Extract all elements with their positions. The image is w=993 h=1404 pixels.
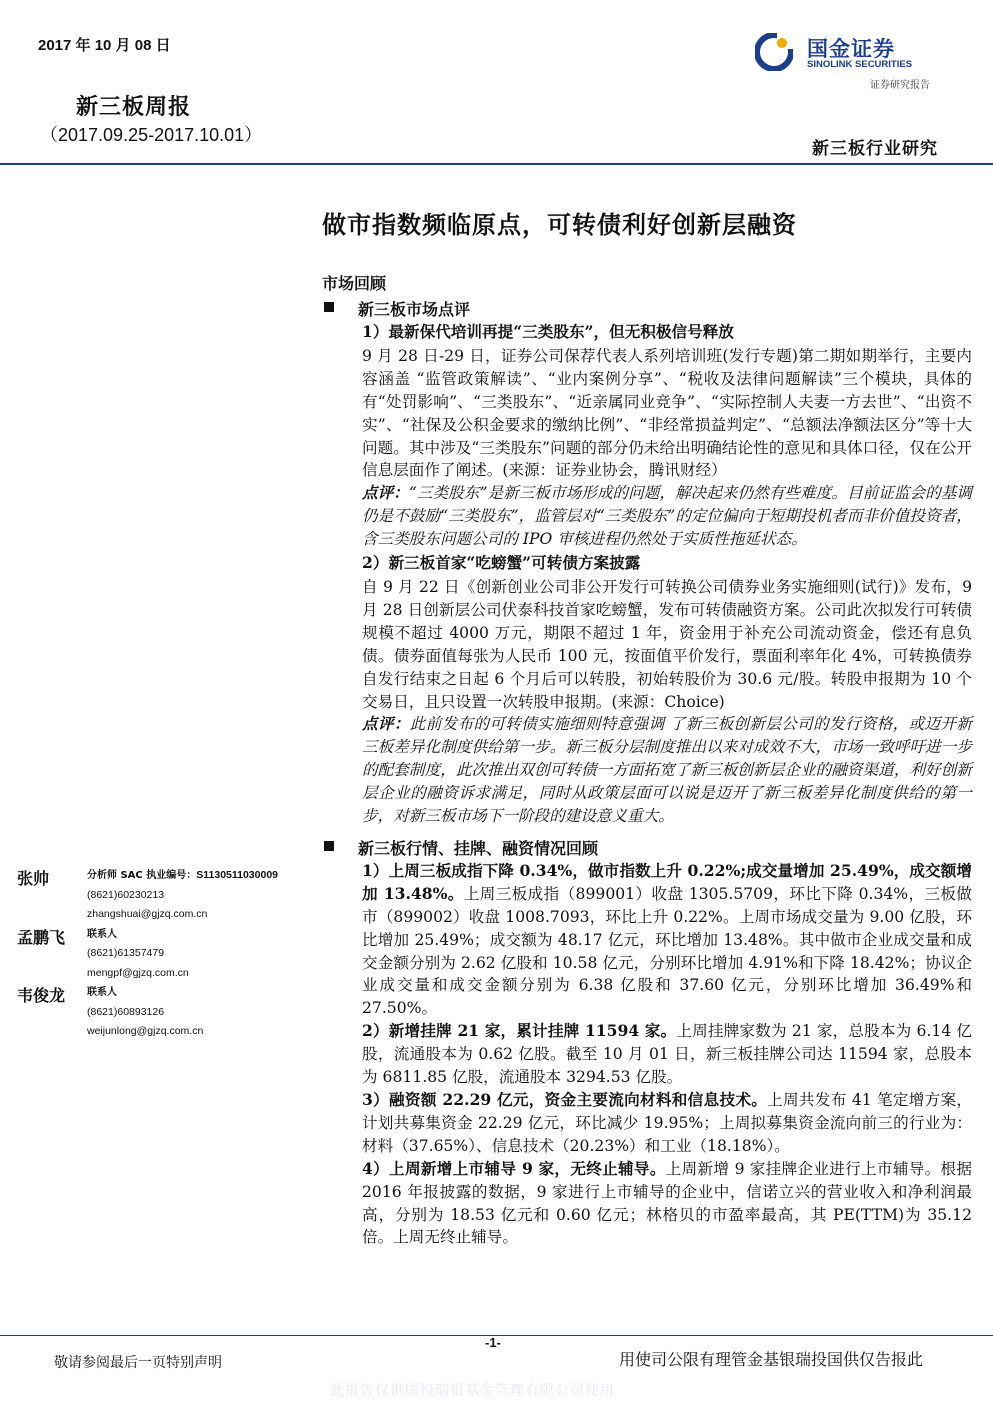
market-comment-body	[362, 321, 972, 828]
bullet-heading-market-comment	[322, 297, 974, 319]
logo-subtitle: 证券研究报告	[870, 80, 930, 91]
analyst-info	[87, 866, 307, 925]
analyst-cert	[87, 866, 307, 886]
report-period: （2017.09.25-2017.10.01）	[40, 125, 263, 145]
analyst-email[interactable]: weijunlong@gjzq.com.cn	[87, 1025, 204, 1037]
market-review-body	[362, 860, 972, 1249]
footer-disclaimer: 敬请参阅最后一页特别声明	[54, 1355, 222, 1371]
review-text-1: 上周三板成指（899001）收盘 1305.5709，环比下降 0.34%，三板做市（899002）收盘 1008.7093，环比上升 0.22%。上周市场成交量为 9.00 亿股，环比增加 25.49%；成交额为 48.17 亿元，环比增加 13.48%。其中做市企业成交量和成交金额分别为 2.62 亿股和 10.58 亿元，分别环比增加 4.91%和下降 18.42%；协议企业成交量和成交金额分别为 6.38 亿股和 37.60 亿元，分别环比增加 36.49%和 27.50%。	[362, 884, 972, 1018]
review-lead-1: 1）上周三板成指下降 0.34%，做市指数上升 0.22%;成交量增加 25.49%，成交额增加 13.48%。	[362, 860, 972, 903]
header-divider	[0, 163, 993, 165]
cert-number: S1130511030009	[196, 869, 279, 881]
page-title: 做市指数频临原点，可转债利好创新层融资	[322, 210, 797, 239]
review-text-3: 上周共发布 41 笔定增方案，计划共募集资金 22.29 亿元，环比减少 19.95%；上周拟募集资金流向前三的行业为：材料（37.65%）、信息技术（20.23%）和工业（18.18%）。	[362, 1091, 972, 1155]
logo-english-name: SINOLINK SECURITIES	[807, 59, 913, 70]
analyst-email[interactable]: mengpf@gjzq.com.cn	[87, 966, 189, 979]
review-paragraph-2	[362, 1020, 972, 1089]
item1-body: 9 月 28 日-29 日，证券公司保荐代表人系列培训班(发行专题)第二期如期举行，主要内容涵盖 “监管政策解读”、“业内案例分享”、“税收及法律问题解读”三个模块，具体的有“处罚影响”、“三类股东”、“近亲属同业竞争”、“实际控制人夫妻一方去世”、“出资不实”、“社保及公积金要求的缴纳比例”、“非经常损益判定”、“总额法净额法区分”等十大问题。其中涉及“三类股东”问题的部分仍未给出明确结论性的意见和具体口径，仅在公开信息层面作了阐述。(来源：证券业协会，腾讯财经）	[362, 346, 972, 480]
company-logo	[755, 31, 955, 93]
bullet-heading-text: 新三板市场点评	[358, 300, 471, 319]
analyst-email[interactable]: zhangshuai@gjzq.com.cn	[87, 908, 208, 920]
item2-comment	[362, 713, 972, 828]
review-lead-4: 4）上周新增上市辅导 9 家，无终止辅导。	[362, 1158, 666, 1178]
contact-label: 联系人	[87, 928, 117, 940]
analyst-name: 韦俊龙	[17, 986, 66, 1005]
comment-label: 点评：	[362, 483, 409, 503]
item1-title: 1）最新保代培训再提“三类股东”，但无积极信号释放	[362, 322, 734, 341]
item2-body: 自 9 月 22 日《创新创业公司非公开发行可转换公司债券业务实施细则(试行)》发布，9 月 28 日创新层公司伏泰科技首家吃螃蟹，发布可转债融资方案。公司此次拟发行可转债规模不超过 4000 万元，期限不超过 1 年，资金用于补充公司流动资金，偿还有息负债。债券面值每张为人民币 100 元，按面值平价发行，票面利率年化 4%，可转换债券自发行结束之日起 6 个月后可以转股，初始转股价为 30.6 元/股。转股申报期为 10 个交易日，且只设置一次转股申报期。(来源：Choice)	[362, 577, 972, 711]
contact-label: 联系人	[87, 987, 117, 998]
report-type: 新三板周报	[76, 94, 192, 120]
sinolink-logo-icon	[755, 33, 793, 71]
watermark: 此报告仅供国投瑞银基金管理有限公司使用	[330, 1383, 615, 1399]
logo-chinese-name: 国金证券	[807, 37, 895, 61]
analyst-entry	[17, 983, 307, 1042]
bullet-heading-text: 新三板行情、挂牌、融资情况回顾	[358, 838, 599, 858]
square-bullet-icon	[324, 841, 334, 851]
cert-label: 分析师 SAC 执业编号：	[87, 870, 197, 881]
item1-comment	[362, 482, 972, 551]
review-paragraph-4	[362, 1158, 972, 1250]
review-paragraph-1	[362, 860, 972, 1020]
analyst-name: 张帅	[17, 869, 50, 888]
analyst-entry	[17, 925, 307, 984]
page-number: -1-	[485, 1335, 501, 1350]
footer-usage-note: 用使司公限有理管金基银瑞投国供仅告报此	[619, 1350, 924, 1369]
analyst-phone: (8621)60230213	[87, 888, 165, 901]
analyst-info	[87, 983, 307, 1042]
section-title: 市场回顾	[322, 274, 387, 293]
comment-text: 此前发布的可转债实施细则特意强调 了新三板创新层公司的发行资格，或迈开新三板差异化制度供给第一步。新三板分层制度推出以来对成效不大，市场一致呼吁进一步的配套制度，此次推出双创可转债一方面拓宽了新三板创新层企业的融资渠道，利好创新层企业的融资诉求满足，同时从政策层面可以说是迈开了新三板差异化制度供给的第一步，对新三板市场下一阶段的建设意义重大。	[362, 715, 972, 826]
review-text-2: 上周挂牌家数为 21 家，总股本为 6.14 亿股，流通股本为 0.62 亿股。截至 10 月 01 日，新三板挂牌公司达 11594 家，总股本为 6811.85 亿股，流通股本 3294.53 亿股。	[362, 1022, 972, 1087]
review-paragraph-3	[362, 1089, 972, 1158]
item2-title: 2）新三板首家“吃螃蟹”可转债方案披露	[362, 553, 641, 573]
report-date: 2017 年 10 月 08 日	[38, 37, 171, 54]
bullet-heading-market-review	[322, 836, 974, 858]
square-bullet-icon	[324, 302, 334, 312]
industry-label: 新三板行业研究	[812, 139, 938, 159]
analyst-phone: (8621)60893126	[87, 1005, 165, 1018]
review-lead-2: 2）新增挂牌 21 家，累计挂牌 11594 家。	[362, 1021, 677, 1041]
analyst-info	[87, 925, 307, 984]
main-content	[322, 271, 974, 1249]
analyst-name: 孟鹏飞	[17, 927, 66, 947]
comment-text: “三类股东”是新三板市场形成的问题，解决起来仍然有些难度。目前证监会的基调仍是不鼓励“三类股东”，监管层对“三类股东”的定位偏向于短期投机者而非价值投资者，含三类股东问题公司的 IPO 审核进程仍然处于实质性拖延状态。	[362, 484, 973, 549]
analyst-panel	[17, 866, 307, 1042]
analyst-entry	[17, 866, 307, 925]
review-text-4: 上周新增 9 家挂牌企业进行上市辅导。根据 2016 年报披露的数据，9 家进行上市辅导的企业中，信诺立兴的营业收入和净利润最高，分别为 18.53 亿元和 0.60 亿元；林格贝的市盈率最高，其 PE(TTM)为 35.12 倍。上周无终止辅导。	[362, 1159, 972, 1247]
review-lead-3: 3）融资额 22.29 亿元，资金主要流向材料和信息技术。	[362, 1090, 768, 1109]
analyst-phone: (8621)61357479	[87, 947, 165, 959]
comment-label: 点评：	[362, 714, 410, 734]
